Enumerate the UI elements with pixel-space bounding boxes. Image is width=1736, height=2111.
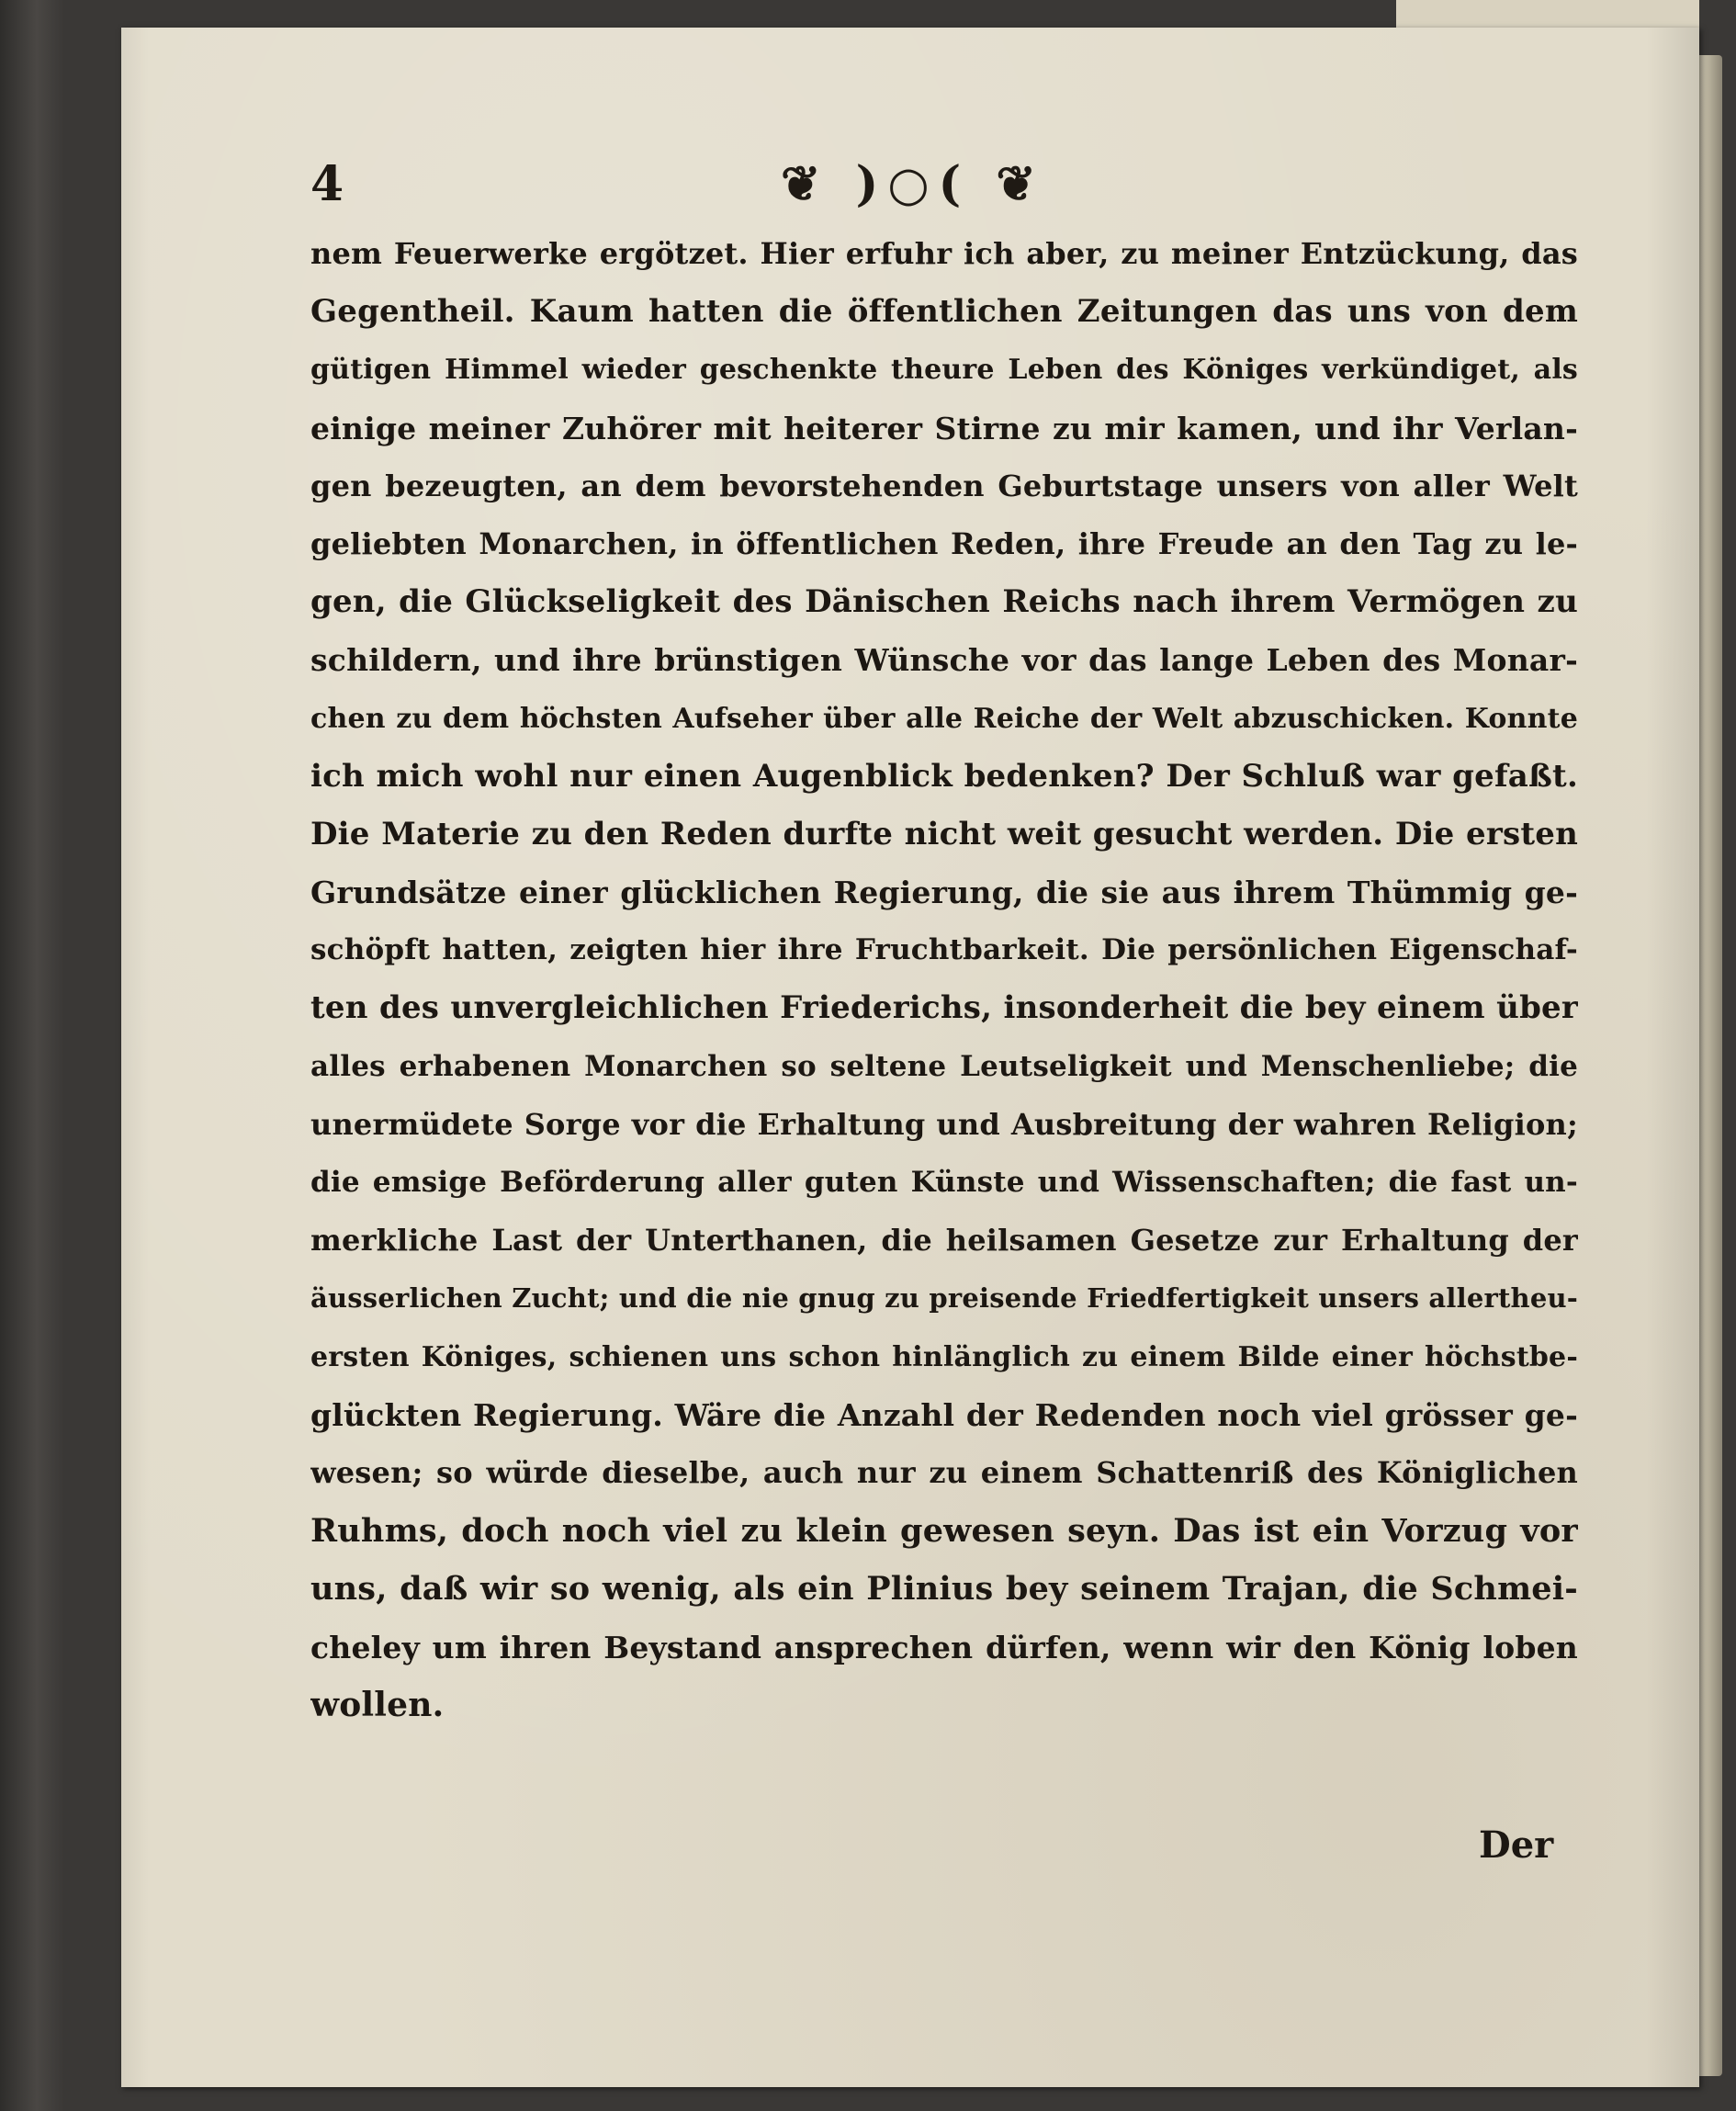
text-line: gen bezeugten, an dem bevorstehenden Geburtstage unsers von aller Welt <box>310 468 1578 503</box>
text-line: äusserlichen Zucht; und die nie gnug zu preisende Friedfertigkeit unsers allertheu- <box>310 1282 1578 1315</box>
text-line: chen zu dem höchsten Aufseher über alle Reiche der Welt abzuschicken. Konnte <box>310 702 1578 735</box>
text-line: schildern, und ihre brünstigen Wünsche vor das lange Leben des Monar- <box>310 642 1578 679</box>
text-line: Ruhms, doch noch viel zu klein gewesen seyn. Das ist ein Vorzug vor <box>310 1512 1578 1551</box>
text-line: cheley um ihren Beystand ansprechen dürfen, wenn wir den König loben <box>310 1629 1578 1665</box>
text-line: Die Materie zu den Reden durfte nicht weit gesucht werden. Die ersten <box>310 815 1578 852</box>
text-line: Grundsätze einer glücklichen Regierung, die sie aus ihrem Thümmig ge- <box>310 875 1578 911</box>
text-line: schöpft hatten, zeigten hier ihre Fruchtbarkeit. Die persönlichen Eigenschaf- <box>310 933 1578 967</box>
text-line: wesen; so würde dieselbe, auch nur zu einem Schattenriß des Königlichen <box>310 1454 1578 1490</box>
text-line: gen, die Glückseligkeit des Dänischen Reichs nach ihrem Vermögen zu <box>310 583 1578 621</box>
text-line: Gegentheil. Kaum hatten die öffentlichen Zeitungen das uns von dem <box>310 293 1578 331</box>
text-line: glückten Regierung. Wäre die Anzahl der Redenden noch viel grösser ge- <box>310 1396 1578 1433</box>
text-line: unermüdete Sorge vor die Erhaltung und Ausbreitung der wahren Religion; <box>310 1106 1578 1142</box>
text-line: alles erhabenen Monarchen so seltene Leutseligkeit und Menschenliebe; die <box>310 1049 1578 1083</box>
text-line: ich mich wohl nur einen Augenblick bedenken? Der Schluß war gefaßt. <box>310 757 1578 795</box>
text-line: merkliche Last der Unterthanen, die heilsamen Gesetze zur Erhaltung der <box>310 1223 1578 1259</box>
body-text <box>310 225 1578 1734</box>
text-line: gütigen Himmel wieder geschenkte theure Leben des Königes verkündiget, als <box>310 354 1578 387</box>
text-line: ten des unvergleichlichen Friederichs, insonderheit die bey einem über <box>310 989 1578 1027</box>
next-page-edge-top <box>1396 0 1699 29</box>
text-line: nem Feuerwerke ergötzet. Hier erfuhr ich aber, zu meiner Entzückung, das <box>310 236 1578 271</box>
text-line: einige meiner Zuhörer mit heiterer Stirne zu mir kamen, und ihr Verlan- <box>310 410 1578 446</box>
running-header <box>184 156 1580 220</box>
catchword: Der <box>1479 1823 1554 1867</box>
text-line: uns, daß wir so wenig, als ein Plinius bey seinem Trajan, die Schmei- <box>310 1570 1578 1609</box>
text-line: die emsige Beförderung aller guten Künste und Wissenschaften; die fast un- <box>310 1166 1578 1199</box>
header-ornament: ❦ )○( ❦ <box>781 156 1045 212</box>
page-number: 4 <box>310 156 344 212</box>
text-line: geliebten Monarchen, in öffentlichen Reden, ihre Freude an den Tag zu le- <box>310 525 1578 561</box>
text-line: ersten Königes, schienen uns schon hinlänglich zu einem Bilde einer höchstbe- <box>310 1340 1578 1373</box>
text-line: wollen. <box>310 1685 445 1724</box>
